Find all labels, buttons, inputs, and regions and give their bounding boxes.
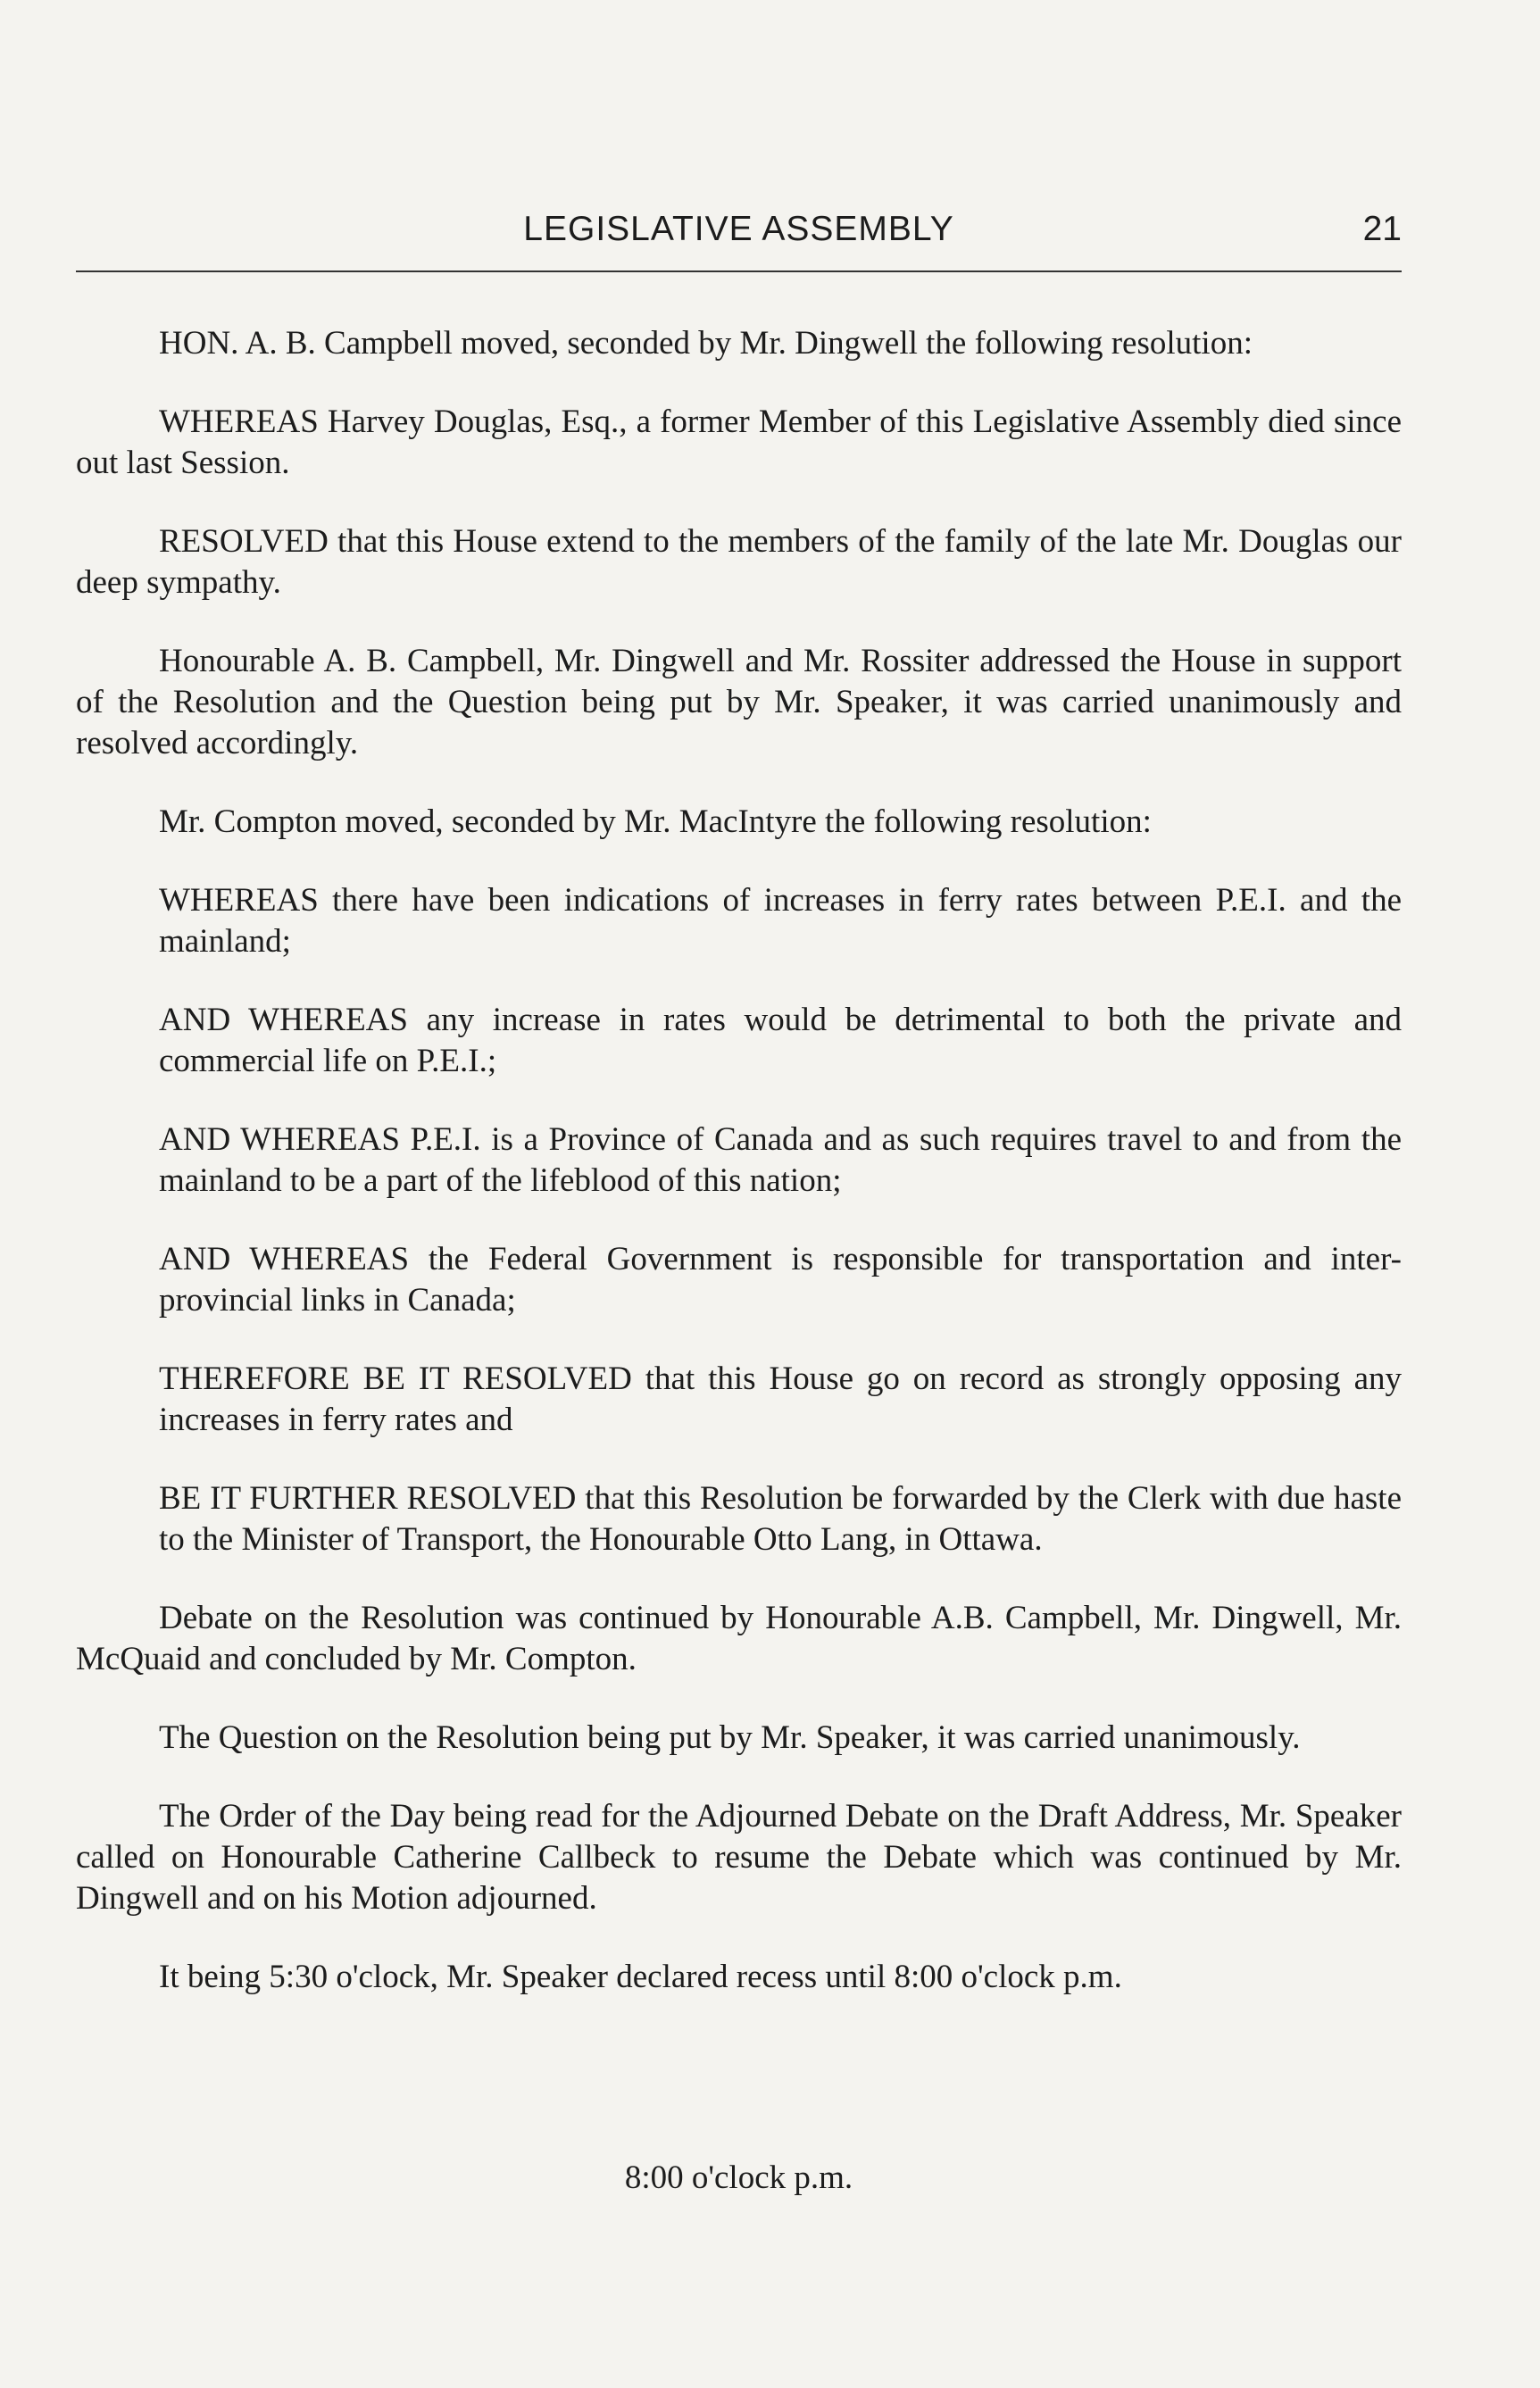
paragraph-whereas-douglas: WHEREAS Harvey Douglas, Esq., a former Member of this Legislative Assembly died since out last Session. (76, 404, 1402, 481)
paragraph-motion-compton: Mr. Compton moved, seconded by Mr. MacIntyre the following resolution: (159, 803, 1152, 840)
paragraph-whereas-province: AND WHEREAS P.E.I. is a Province of Canada and as such requires travel to and from the mainland to be a part of the lifeblood of this nation; (159, 1121, 1402, 1199)
running-header (76, 210, 1402, 263)
paragraph-debate-continued: Debate on the Resolution was continued by Honourable A.B. Campbell, Mr. Dingwell, Mr. McQuaid and concluded by Mr. Compton. (76, 1600, 1402, 1677)
paragraph-further-resolved: BE IT FURTHER RESOLVED that this Resolution be forwarded by the Clerk with due haste to the Minister of Transport, the Honourable Otto Lang, in Ottawa. (159, 1480, 1402, 1558)
body-text (76, 323, 1402, 2035)
header-rule (76, 270, 1402, 272)
page-number: 21 (1362, 210, 1402, 248)
paragraph-therefore-resolved: THEREFORE BE IT RESOLVED that this House go on record as strongly opposing any increases in ferry rates and (159, 1360, 1402, 1438)
header-title: LEGISLATIVE ASSEMBLY (523, 210, 954, 248)
paragraph-question-carried: The Question on the Resolution being put by Mr. Speaker, it was carried unanimously. (159, 1719, 1301, 1756)
paragraph-whereas-detrimental: AND WHEREAS any increase in rates would be detrimental to both the private and commercial life on P.E.I.; (159, 1002, 1402, 1079)
paragraph-order-of-day: The Order of the Day being read for the Adjourned Debate on the Draft Address, Mr. Speaker called on Honourable Catherine Callbeck to resume the Debate which was continued by Mr. Dingwell and on his Motion adjourned. (76, 1798, 1402, 1917)
paragraph-motion-campbell: HON. A. B. Campbell moved, seconded by Mr. Dingwell the following resolution: (159, 325, 1253, 362)
paragraph-whereas-federal: AND WHEREAS the Federal Government is responsible for transportation and inter-provincial links in Canada; (159, 1241, 1402, 1319)
session-time-heading: 8:00 o'clock p.m. (624, 2159, 853, 2196)
paragraph-whereas-ferry-rates: WHEREAS there have been indications of increases in ferry rates between P.E.I. and the mainland; (159, 882, 1402, 960)
paragraph-recess: It being 5:30 o'clock, Mr. Speaker declared recess until 8:00 o'clock p.m. (159, 1959, 1122, 1995)
paragraph-resolved-sympathy: RESOLVED that this House extend to the members of the family of the late Mr. Douglas our deep sympathy. (76, 523, 1402, 601)
paragraph-addressed-house: Honourable A. B. Campbell, Mr. Dingwell and Mr. Rossiter addressed the House in support of the Resolution and the Question being put by Mr. Speaker, it was carried unanimously and resolved accordingly. (76, 643, 1402, 761)
